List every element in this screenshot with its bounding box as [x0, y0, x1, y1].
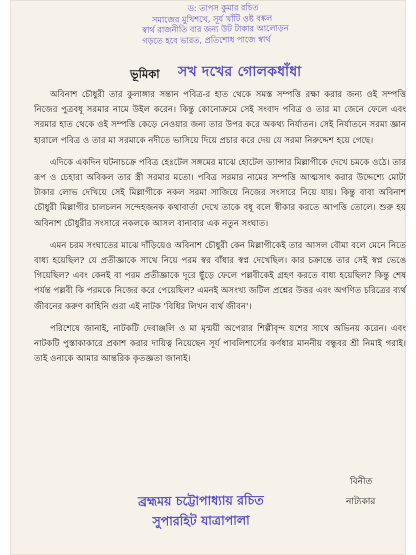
stamp-line: গড়তে হবে ভারত, প্রতিশোধ পাজে স্বার্থ	[142, 33, 271, 46]
publisher-stamp-top	[130, 0, 415, 46]
stamp-line: সুপারহিট যাত্রাপালা	[152, 512, 250, 529]
stamp-line: স্বার্থ রাজনীতি বার জন্য উট টাকার আলোড়ন	[142, 22, 289, 36]
paragraph: পরিশেষে জানাই, নাটকটি দেবাঞ্জলি ও মা মৃন্ময়ী অপেরার শিল্পীবৃন্দ যশের সাথে অভিনয় করেন। এবং নাটকটি পুস্তাকাকারে প্রকাশ করার দায়িত্ব নিয়েছেন সূর্য পাবলিশার্সের কর্ণধার মাননীয় বন্ধুবর শ্রী নিমাই গরাই। তাই ওনাকে আমার আন্তরিক কৃতজ্ঞতা জানাই।	[34, 323, 406, 365]
book-page	[10, 0, 406, 555]
signature-label: বিনীত	[350, 477, 373, 487]
page-heading: ভূমিকা	[130, 67, 160, 81]
publisher-stamp-bottom	[76, 490, 326, 533]
paragraph: এদিকে একদিন ঘটনাচক্রে পবিত্র হেঃটেল সঙ্গমের মাঝে হোটেল ড্যান্সার মিল্লাগীকে দেখে চমকে ওঠে। তার রূপ ও চেহারা অবিকল তার স্ত্রী সরমার মতো। পবিত্র সরমার নামের সম্পত্তি আত্মসাৎ করার উদ্দেশ্যে মোটা টাকার লোভ দেখিয়ে সেই মিল্লাগীকে নকল সরমা সাজিয়ে নিজের সংসারে নিয়ে যায়। কিন্তু বাবা অবিনাশ চৌধুরী মিল্লাগীর চালচলন সন্দেহজনক কথাবার্তা দেখে তাকে বধূ বলে স্বীকার করতে আপত্তি তোলে। শুরু হয় অবিনাশ চৌধুরীর সংসারে নকলকে আসল বানাবার এক নতুন সংঘাত।	[34, 157, 406, 229]
stamp-line: ব্রহ্মময় চট্টোপাধ্যায় রচিত	[137, 492, 264, 509]
signature-name: নাট্যকার	[346, 497, 376, 507]
stamp-line: ড: তাপস কুমার রচিত	[187, 2, 259, 14]
preface-body	[34, 88, 406, 374]
stamp-play-title: সখ দখের গোলকধাঁধা	[178, 64, 302, 80]
paragraph: এমন চরম সংঘাতের মাঝে দাঁড়িয়েও অবিনাশ চৌধুরী কেন মিল্লাগীকেই তার আসল বৌমা বলে মেনে নিতে বাধ্য হয়েছিল? যে প্রতীজ্ঞাকে সাথে নিয়ে পরম স্বর বাঁধার স্বপ্ন দেখেছিল। কার চক্রান্তে তার সেই স্বপ্ন ভেঙে গিয়েছিল? এবং কেনই বা পরম প্রতীজ্ঞাকে দূরে ছুঁড়ে ফেলে পল্লবীকেই গ্রহণ করতে বাধ্য হয়েছিল? কিন্তু শেষ পর্যন্ত পল্লবী কি পরমকে নিজের করে পেয়েছিল? এমনই অসংখ্য জটিল প্রশ্নের উত্তর এবং অগণিত চরিত্রের ব্যর্থ জীবনের করুণ কাহিনি গুরা এই নাটক 'বিধির লিখন ব্যর্থ জীবন'।	[34, 240, 406, 312]
stamp-line: সমাজের মুখিশখে, সূর্য খাঁটি ওষ্ট বঙ্কল	[151, 12, 273, 25]
paragraph: অবিনাশ চৌধুরী তার কুলাঙ্গার সন্তান পবিত্র-র হাত থেকে সমস্ত সম্পত্তি রক্ষা করার জন্য ওই সম্পত্তি নিজের পুত্রবধূ সরমার নামে উইল করেন। কিন্তু কোনোক্রমে সেই সংবাদ পবিত্র ও তার মা জেনে ফেলে এবং সরমার হাত থেকে ওই সম্পত্তি কেড়ে নেওয়ার জন্য তার উপর করে অকথ্য নির্যাতন। সেই নির্যাতনে সরমা জ্ঞান হারালে পবিত্র ও তার মা সরমাকে নদীতে ভাসিয়ে দিয়ে প্রচার করে দেয় যে সরমা নিরুদ্দেশ হয়ে গেছে।	[34, 90, 406, 146]
